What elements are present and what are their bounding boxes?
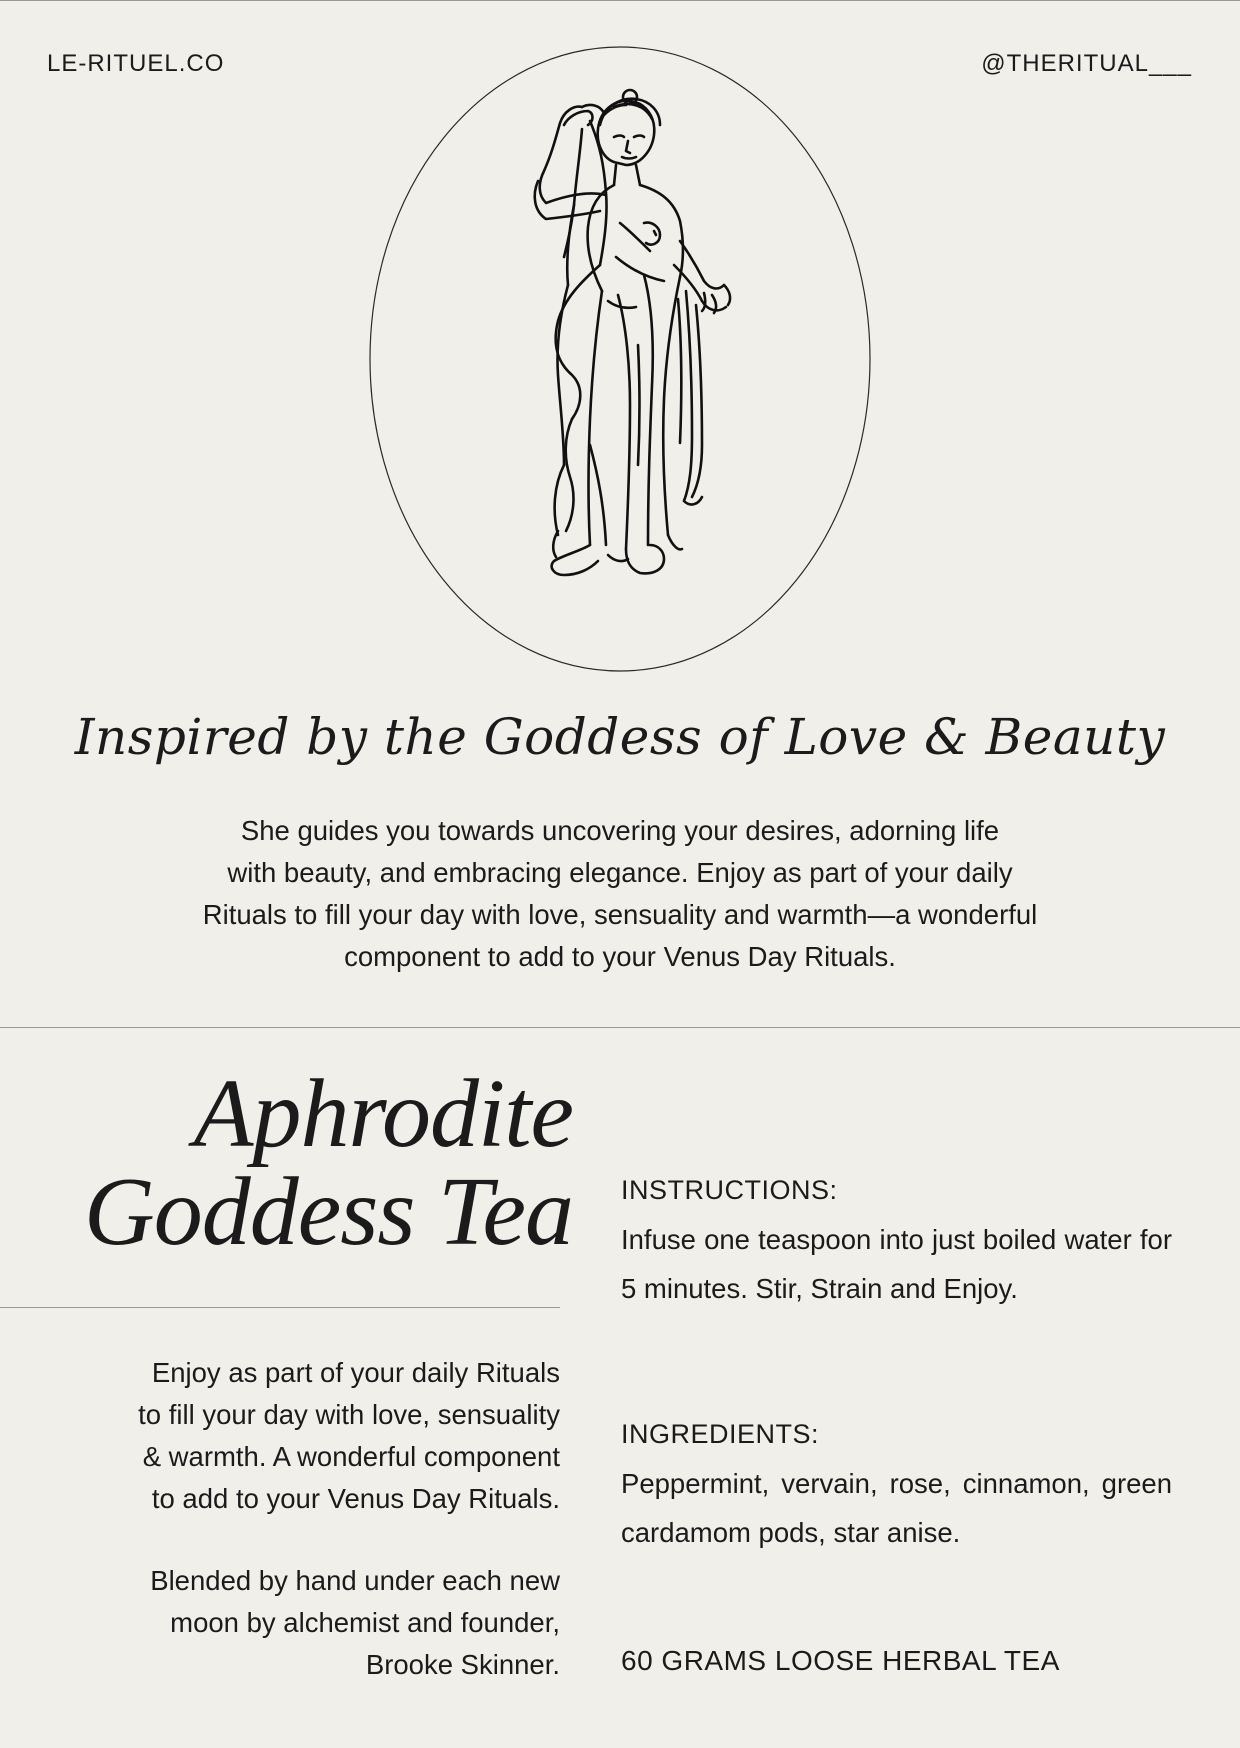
description-line: to fill your day with love, sensuality <box>138 1399 560 1430</box>
intro-line: with beauty, and embracing elegance. Enjoy as part of your daily <box>227 857 1013 888</box>
section-divider <box>0 1027 1240 1028</box>
instructions-text: Infuse one teaspoon into just boiled water for 5 minutes. Stir, Strain and Enjoy. <box>621 1224 1172 1304</box>
intro-line: She guides you towards uncovering your desires, adorning life <box>240 815 1000 846</box>
product-name-line: Goddess Tea <box>83 1158 573 1266</box>
product-name-line: Aphrodite <box>193 1060 573 1168</box>
social-handle: @THERITUAL___ <box>981 50 1192 77</box>
paragraph-gap <box>40 1520 560 1560</box>
statue-illustration <box>368 45 872 673</box>
description-line: to add to your Venus Day Rituals. <box>151 1483 560 1514</box>
ingredients-heading: INGREDIENTS: <box>621 1419 820 1449</box>
top-divider <box>0 0 1240 1</box>
website-label: LE-RITUEL.CO <box>47 50 225 77</box>
description-line: Brooke Skinner. <box>365 1649 560 1680</box>
tagline: Inspired by the Goddess of Love & Beauty <box>74 708 1166 766</box>
ingredients-section <box>621 1414 1172 1557</box>
instructions-heading: INSTRUCTIONS: <box>621 1175 838 1205</box>
intro-line: component to add to your Venus Day Rituals. <box>344 941 896 972</box>
intro-line: Rituals to fill your day with love, sensuality and warmth—a wonderful <box>202 899 1038 930</box>
description-line: moon by alchemist and founder, <box>170 1607 560 1638</box>
description-line: Blended by hand under each new <box>150 1565 560 1596</box>
product-name <box>83 1060 573 1266</box>
description-line: Enjoy as part of your daily Rituals <box>151 1357 560 1388</box>
description-line: & warmth. A wonderful component <box>142 1441 560 1472</box>
ingredients-text: Peppermint, vervain, rose, cinnamon, green cardamom pods, star anise. <box>621 1468 1172 1548</box>
net-weight: 60 GRAMS LOOSE HERBAL TEA <box>621 1645 1060 1676</box>
instructions-section <box>621 1170 1172 1313</box>
aphrodite-statue-icon <box>368 45 872 673</box>
name-divider <box>0 1307 560 1308</box>
product-description <box>40 1352 560 1686</box>
intro-paragraph <box>120 810 1120 978</box>
